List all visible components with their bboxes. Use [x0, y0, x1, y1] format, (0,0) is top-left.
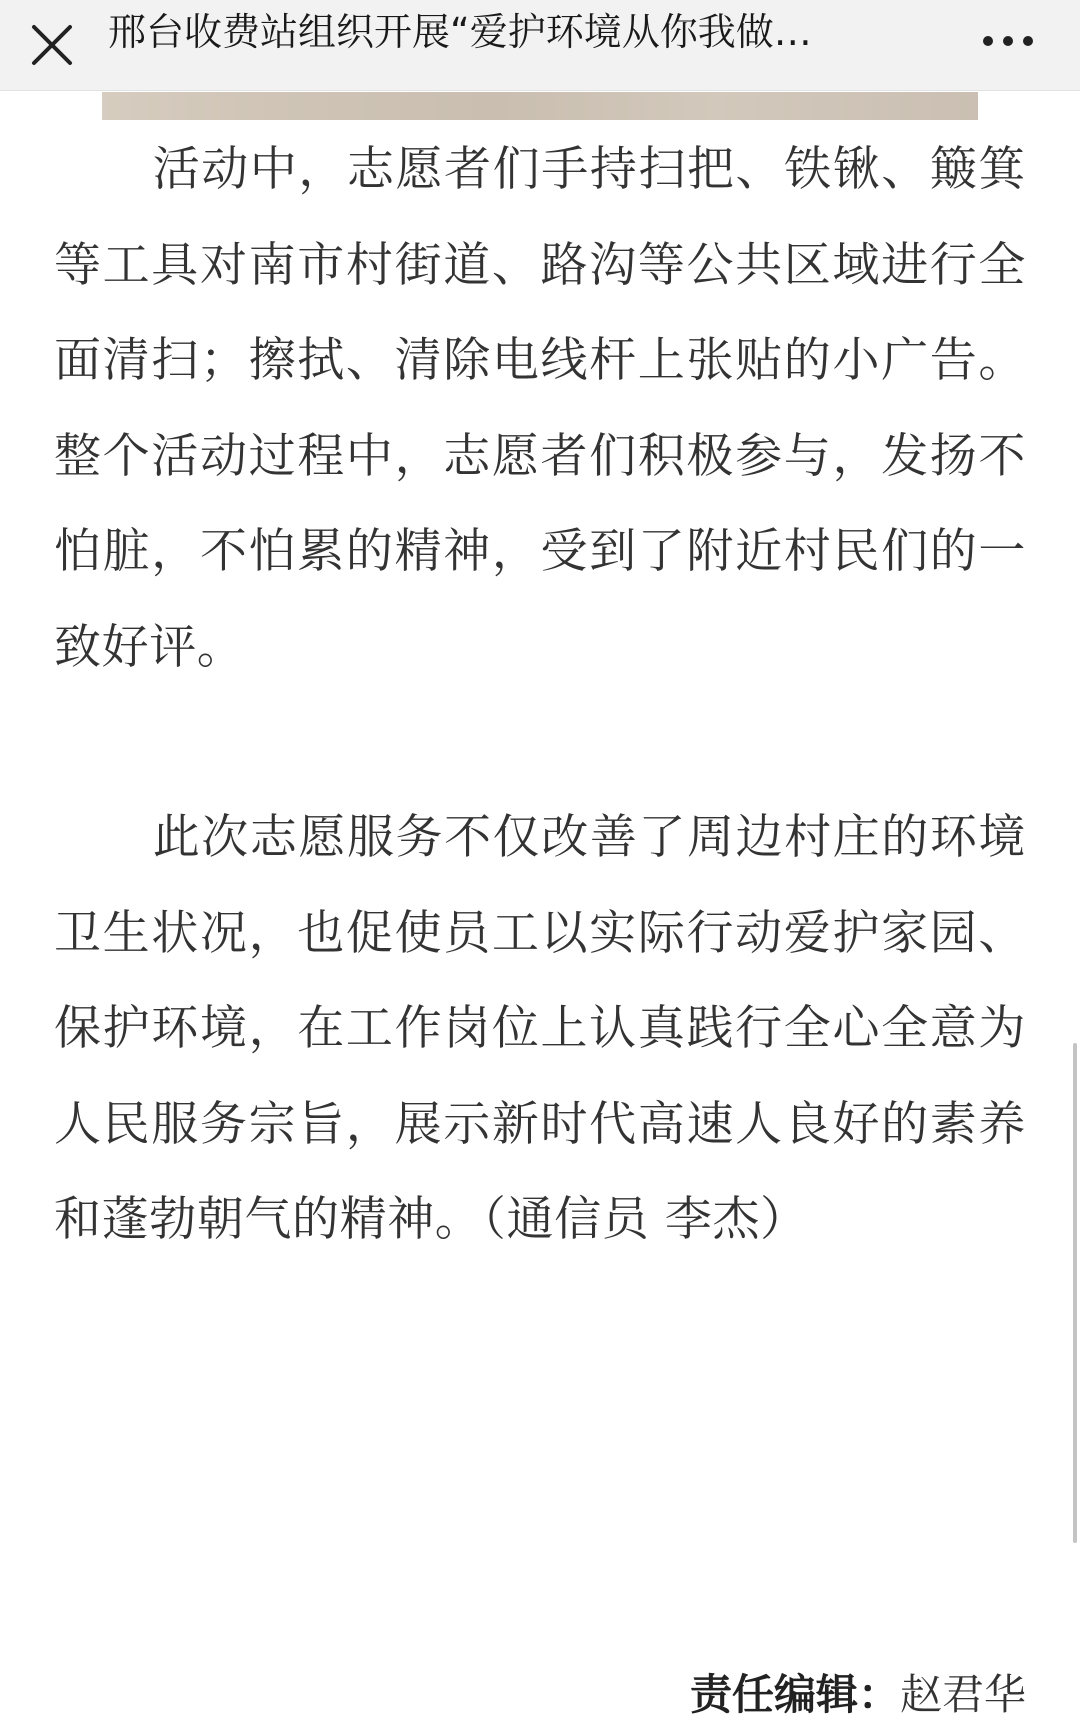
editor-label: 责任编辑： [689, 1670, 900, 1719]
editor-name: 赵君华 [899, 1670, 1026, 1719]
article-paragraph: 活动中，志愿者们手持扫把、铁锹、簸箕等工具对南市村街道、路沟等公共区域进行全面清扫；擦拭、清除电线杆上张贴的小广告。整个活动过程中，志愿者们积极参与，发扬不怕脏，不怕累的精神，受到了附近村民们的一致好评。 [54, 142, 1026, 675]
scrollbar[interactable] [1073, 1043, 1077, 1543]
article-body [54, 122, 1026, 1268]
article-image-bottom-edge [102, 92, 978, 120]
article-paragraph: 此次志愿服务不仅改善了周边村庄的环境卫生状况，也促使员工以实际行动爱护家园、保护环境，在工作岗位上认真践行全心全意为人民服务宗旨，展示新时代高速人良好的素养和蓬勃朝气的精神。（通信员 李杰） [54, 810, 1026, 1247]
responsible-editor [690, 1665, 1026, 1725]
more-horizontal-icon [972, 15, 1044, 67]
more-options-button[interactable] [972, 15, 1044, 67]
close-icon [22, 15, 82, 75]
page-title: 邢台收费站组织开展“爱护环境从你我做… [108, 10, 812, 54]
top-navigation-bar [0, 0, 1080, 91]
close-button[interactable] [22, 15, 82, 75]
